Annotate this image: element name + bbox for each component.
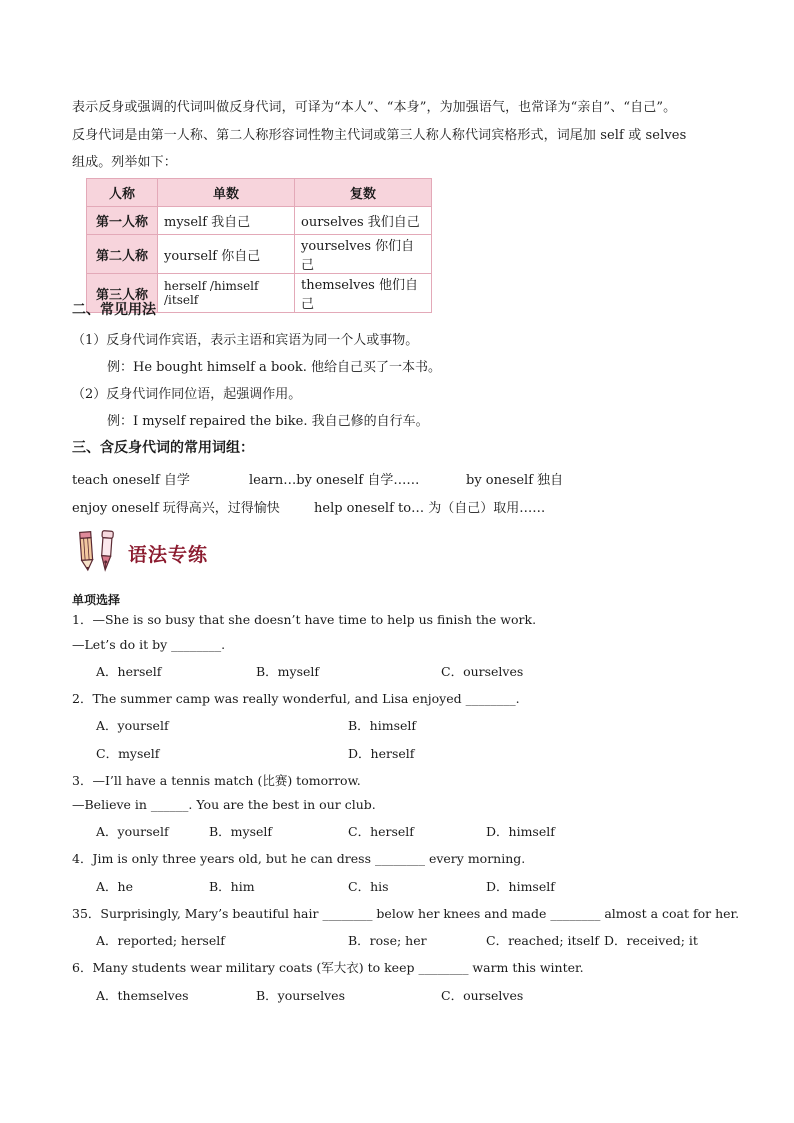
option-2b[interactable]: B．himself [348,718,417,733]
pen-pencil-icon [75,528,119,574]
phrase-by-oneself: by oneself 独自 [466,473,564,488]
cell-person: 第二人称 [87,235,158,274]
option-3c[interactable]: C．herself [348,824,414,839]
header-singular: 单数 [158,179,295,207]
cell-person: 第一人称 [87,207,158,235]
option-3b[interactable]: B．myself [209,824,273,839]
question-1-stem: 1．—She is so busy that she doesn’t have time to help us finish the work. [72,612,537,627]
usage-heading: 二、常见用法 [72,302,156,318]
phrase-teach-oneself: teach oneself 自学 [72,473,190,488]
usage-item-1: （1）反身代词作宾语，表示主语和宾语为同一个人或事物。 [72,333,419,348]
question-1-stem-2: —Let’s do it by ________. [72,637,226,652]
option-6b[interactable]: B．yourselves [256,988,345,1003]
option-3a[interactable]: A．yourself [96,824,169,839]
question-3-stem-2: —Believe in ______. You are the best in our club. [72,797,376,812]
option-4c[interactable]: C．his [348,879,389,894]
option-4a[interactable]: A．he [96,879,133,894]
cell-plural: themselves 他们自己 [295,274,432,313]
phrase-learn-by-oneself: learn…by oneself 自学…… [249,473,420,488]
question-5-stem: 35．Surprisingly, Mary’s beautiful hair ________ below her knees and made ________ almost a coat for her. [72,906,740,921]
usage-item-2: （2）反身代词作同位语，起强调作用。 [72,387,302,402]
option-1a[interactable]: A．herself [96,664,162,679]
phrases-heading: 三、含反身代词的常用词组： [72,440,254,456]
option-3d[interactable]: D．himself [486,824,555,839]
table-row [87,235,432,274]
question-2-stem: 2．The summer camp was really wonderful, and Lisa enjoyed ________. [72,691,520,706]
option-4b[interactable]: B．him [209,879,255,894]
option-5a[interactable]: A．reported; herself [96,933,225,948]
intro-line-2: 反身代词是由第一人称、第二人称形容词性物主代词或第三人称人称代词宾格形式，词尾加 self 或 selves [72,128,687,143]
option-2a[interactable]: A．yourself [96,718,169,733]
option-2c[interactable]: C．myself [96,746,160,761]
option-1c[interactable]: C．ourselves [441,664,524,679]
section-label: 单项选择 [72,593,121,607]
grammar-practice-title: 语法专练 [128,544,209,566]
option-2d[interactable]: D．herself [348,746,415,761]
phrase-enjoy-oneself: enjoy oneself 玩得高兴，过得愉快 [72,501,280,516]
cell-singular: yourself 你自己 [158,235,295,274]
question-3-stem: 3．—I’ll have a tennis match (比赛) tomorrow. [72,773,361,788]
header-plural: 复数 [295,179,432,207]
question-4-stem: 4．Jim is only three years old, but he can dress ________ every morning. [72,851,526,866]
cell-plural: yourselves 你们自己 [295,235,432,274]
question-6-stem: 6．Many students wear military coats (军大衣) to keep ________ warm this winter. [72,960,584,975]
option-4d[interactable]: D．himself [486,879,555,894]
header-person: 人称 [87,179,158,207]
table-row [87,207,432,235]
cell-singular: myself 我自己 [158,207,295,235]
option-5b[interactable]: B．rose; her [348,933,427,948]
phrase-help-oneself: help oneself to… 为（自己）取用…… [314,501,546,516]
option-5c[interactable]: C．reached; itself [486,933,599,948]
usage-example-2: 例：I myself repaired the bike. 我自己修的自行车。 [107,414,429,429]
usage-example-1: 例：He bought himself a book. 他给自己买了一本书。 [107,360,442,375]
cell-plural: ourselves 我们自己 [295,207,432,235]
intro-line-3: 组成。列举如下： [72,155,177,170]
intro-line-1: 表示反身或强调的代词叫做反身代词，可译为“本人”、“本身”，为加强语气，也常译为“亲自”、“自己”。 [72,100,677,115]
cell-singular: herself /himself /itself [158,274,295,313]
cell-person: 第三人称 [87,274,158,313]
reflexive-pronoun-table [86,178,432,313]
option-5d[interactable]: D．received; it [604,933,698,948]
option-1b[interactable]: B．myself [256,664,320,679]
option-6a[interactable]: A．themselves [96,988,189,1003]
option-6c[interactable]: C．ourselves [441,988,524,1003]
table-header-row [87,179,432,207]
